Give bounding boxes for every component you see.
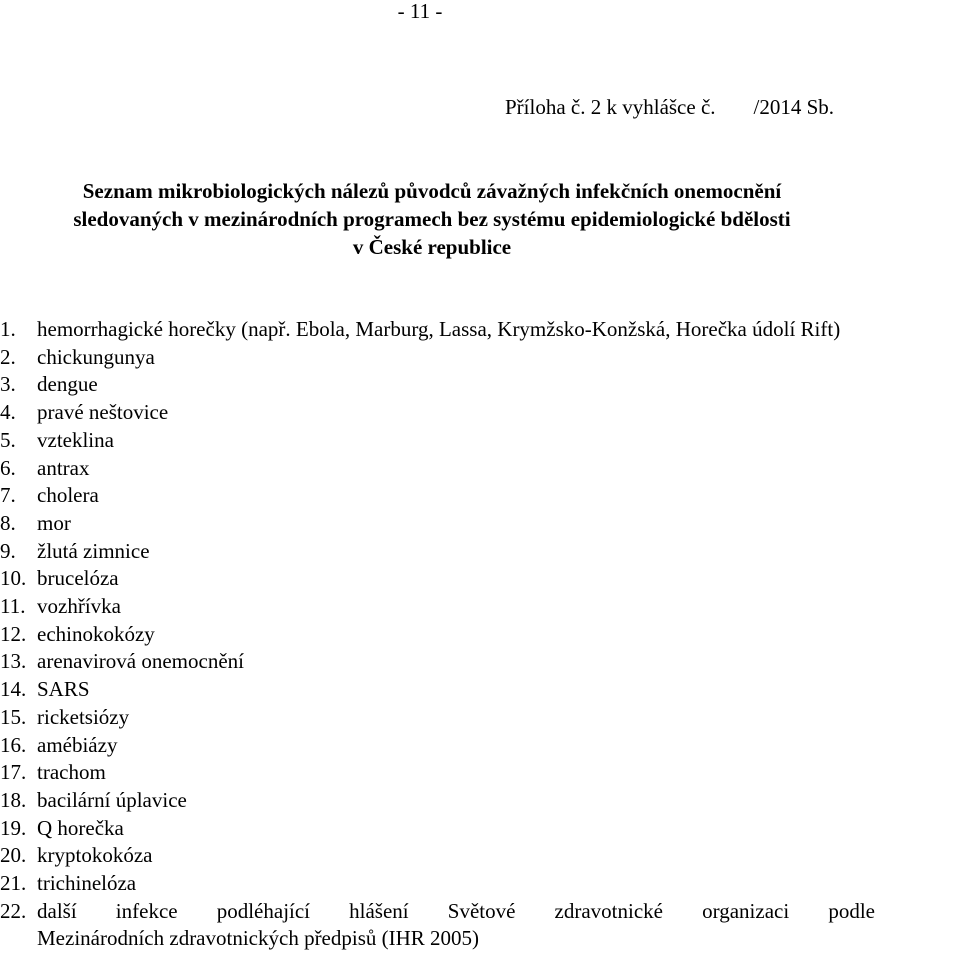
list-item-text: arenavirová onemocnění [37, 649, 244, 674]
list-item-12 [0, 621, 958, 649]
list-item-text: žlutá zimnice [37, 538, 150, 563]
list-item-18 [0, 787, 958, 815]
list-item-text [37, 898, 958, 953]
page-number: - 11 - [397, 0, 443, 23]
list-item-number: 15. [0, 704, 27, 729]
list-item-number: 16. [0, 732, 27, 757]
list-item-text: trachom [37, 760, 106, 785]
list-item-number: 10. [0, 566, 27, 591]
justified-word: další [37, 898, 77, 923]
title-line-1: Seznam mikrobiologických nálezů původců závažných infekčních onemocnění [82, 179, 782, 203]
list-item-number: 22. [0, 898, 27, 923]
list-item-text: chickungunya [37, 344, 155, 369]
disease-list [0, 316, 958, 953]
list-item-6 [0, 455, 958, 483]
list-item-number: 14. [0, 677, 27, 702]
list-item-number: 19. [0, 815, 27, 840]
justified-word: organizaci [702, 898, 790, 923]
list-item-text: vzteklina [37, 427, 114, 452]
list-item-text: hemorrhagické horečky (např. Ebola, Marburg, Lassa, Krymžsko-Konžská, Horečka údolí Rift) [37, 317, 841, 341]
list-item-number: 7. [0, 483, 16, 508]
list-item-number: 13. [0, 649, 27, 674]
list-item-number: 4. [0, 400, 16, 425]
list-item-number: 21. [0, 871, 27, 896]
justified-word: infekce [115, 898, 178, 923]
list-item-number: 11. [0, 594, 26, 619]
list-item-text: antrax [37, 455, 90, 480]
list-item-11 [0, 593, 958, 621]
list-item-5 [0, 427, 958, 455]
list-item-13 [0, 648, 958, 676]
list-item-number: 1. [0, 317, 16, 341]
list-item-text: dengue [37, 372, 98, 397]
list-item-number: 2. [0, 344, 16, 369]
list-item-text: bacilární úplavice [37, 787, 187, 812]
list-item-9 [0, 538, 958, 566]
justified-word: Světové [447, 898, 516, 923]
list-item-text: ricketsiózy [37, 704, 130, 729]
list-item-7 [0, 482, 958, 510]
list-item-text: vozhřívka [37, 594, 121, 619]
list-item-3 [0, 371, 958, 399]
list-item-number: 8. [0, 510, 16, 535]
list-item-text: Q horečka [37, 815, 124, 840]
list-item-20 [0, 842, 958, 870]
list-item-number: 12. [0, 621, 27, 646]
list-item-text-line-1 [37, 898, 875, 926]
list-item-8 [0, 510, 958, 538]
list-item-number: 6. [0, 455, 16, 480]
list-item-text-line-2: Mezinárodních zdravotnických předpisů (IHR 2005) [37, 926, 480, 951]
attachment-label: Příloha č. 2 k vyhlášce č. [505, 95, 716, 119]
list-item-16 [0, 732, 958, 760]
list-item-15 [0, 704, 958, 732]
list-item-text: echinokokózy [37, 621, 155, 646]
title-line-3: v České republice [352, 235, 512, 259]
title-line-2: sledovaných v mezinárodních programech bez systému epidemiologické bdělosti [73, 207, 791, 231]
list-item-2 [0, 344, 958, 372]
document-title [0, 177, 864, 261]
list-item-text: SARS [37, 677, 90, 702]
justified-word: podléhající [216, 898, 311, 923]
list-item-4 [0, 399, 958, 427]
justified-word: zdravotnické [554, 898, 663, 923]
list-item-21 [0, 870, 958, 898]
list-item-text: pravé neštovice [37, 400, 169, 425]
list-item-10 [0, 565, 958, 593]
list-item-number: 17. [0, 760, 27, 785]
list-item-number: 18. [0, 787, 27, 812]
list-item-number: 5. [0, 427, 16, 452]
list-item-text: trichinelóza [37, 871, 137, 896]
list-item-number: 9. [0, 538, 16, 563]
list-item-19 [0, 815, 958, 843]
attachment-reference [505, 94, 834, 120]
list-item-1 [0, 316, 958, 344]
justified-word: podle [828, 898, 875, 923]
list-item-number: 20. [0, 843, 27, 868]
list-item-text: mor [37, 510, 71, 535]
attachment-year: /2014 Sb. [753, 95, 835, 119]
list-item-text: kryptokokóza [37, 843, 153, 868]
list-item-text: brucelóza [37, 566, 119, 591]
list-item-text: amébiázy [37, 732, 118, 757]
justified-word: hlášení [349, 898, 409, 923]
list-item-14 [0, 676, 958, 704]
list-item-22 [0, 898, 958, 953]
list-item-17 [0, 759, 958, 787]
list-item-number: 3. [0, 372, 16, 397]
list-item-text: cholera [37, 483, 99, 508]
